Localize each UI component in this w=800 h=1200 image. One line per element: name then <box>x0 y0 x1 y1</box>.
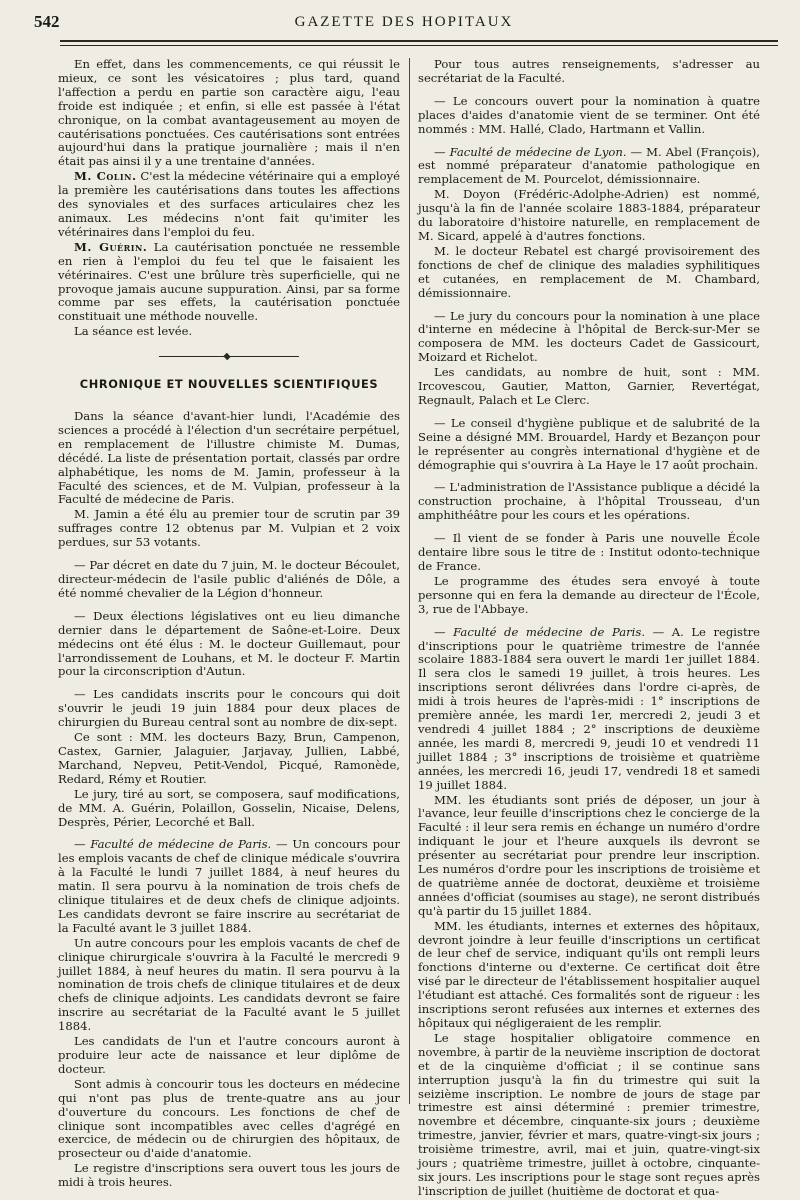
section-title: CHRONIQUE ET NOUVELLES SCIENTIFIQUES <box>79 377 379 392</box>
paragraph: Pour tous autres renseignements, s'adresser au secrétariat de la Faculté. <box>418 57 760 85</box>
speaker-name: M. Colin. <box>74 169 137 184</box>
right-column <box>418 58 760 1200</box>
paragraph-text: — M. Abel (François), est nommé préparateur d'anatomie pathologique en remplacement de M. Pourcelot, démissionnaire. <box>418 144 760 187</box>
paragraph: Ce sont : MM. les docteurs Bazy, Brun, Campenon, Castex, Garnier, Jalaguier, Jarjavay, Jullien, Labbé, Marchand, Nepveu, Petit-Vendol, Picqué, Ramonède, Redard, Rémy et Routier. <box>58 730 400 786</box>
paragraph: M. Doyon (Frédéric-Adolphe-Adrien) est nommé, jusqu'à la fin de l'année scolaire 1883-1884, préparateur du laboratoire d'histoire naturelle, en remplacement de M. Sicard, appelé à d'autres fonctions. <box>418 187 760 243</box>
paragraph: M. Jamin a été élu au premier tour de scrutin par 39 suffrages contre 12 obtenus par M. Vulpian et 2 voix perdues, sur 53 votants. <box>58 507 400 550</box>
page-header <box>34 10 774 40</box>
header-rule-thick <box>60 40 778 42</box>
paragraph: Les candidats de l'un et l'autre concours auront à produire leur acte de naissance et leur diplôme de docteur. <box>58 1034 400 1076</box>
paragraph: M. le docteur Rebatel est chargé provisoirement des fonctions de chef de clinique des maladies syphilitiques et cutanées, en remplacement de M. Chambard, démissionnaire. <box>418 243 760 300</box>
paragraph: MM. les étudiants sont priés de déposer, un jour à l'avance, leur feuille d'inscriptions chez le concierge de la Faculté : il leur sera remis en échange un numéro d'ordre indiquant le jour et l'heure auxquels ils devront se présenter au secrétariat pour prendre leur inscription. Les numéros d'ordre pour les inscriptions de troisième et de quatrième année de doctorat, deuxième et troisième années d'officiat (soumises au stage), ne seront distribués qu'à partir du 15 juillet 1884. <box>418 792 760 918</box>
left-column <box>58 58 400 1191</box>
paragraph: Un autre concours pour les emplois vacants de chef de clinique chirurgicale s'ouvrira à la Faculté le mercredi 9 juillet 1884, à neuf heures du matin. Il sera pourvu à la nomination de trois chefs de clinique titulaires et de deux chefs de clinique adjoints. Les candidats devront se faire inscrire au secrétariat de la Faculté avant le 5 juillet 1884. <box>58 935 400 1034</box>
paragraph-text: C'est la médecine vétérinaire qui a employé la première les cautérisations dans toutes les affections des synoviales et des surfaces articulaires chez les animaux. Les médecins n'ont fait qu'imiter les vétérinaires dans l'emploi du feu. <box>58 169 400 239</box>
paragraph <box>58 838 400 935</box>
paragraph: Dans la séance d'avant-hier lundi, l'Académie des sciences a procédé à l'élection d'un secrétaire perpétuel, en remplacement de l'illustre chimiste M. Dumas, décédé. La liste de présentation portait, classés par ordre alphabétique, les noms de M. Jamin, professeur à la Faculté des sciences, et de M. Vulpian, professeur à la Faculté de médecine de Paris. <box>58 409 400 507</box>
page-number: 542 <box>34 12 60 31</box>
paragraph-text: — Un concours pour les emplois vacants de chef de clinique médicale s'ouvrira à la Faculté le lundi 7 juillet 1884, à neuf heures du matin. Il sera pourvu à la nomination de trois chefs de clinique titulaires et de deux chefs de clinique adjoints. Les candidats devront se faire inscrire au secrétariat de la Faculté avant le 3 juillet 1884. <box>58 837 400 935</box>
paragraph: Le jury, tiré au sort, se composera, sauf modifications, de MM. A. Guérin, Polaillon, Gosselin, Nicaise, Delens, Desprès, Périer, Lecorché et Ball. <box>58 786 400 829</box>
paragraph: — Le concours ouvert pour la nomination à quatre places d'aides d'anatomie vient de se terminer. Ont été nommés : MM. Hallé, Clado, Hartmann et Vallin. <box>418 93 760 136</box>
paragraph-text: — A. Le registre d'inscriptions pour le quatrième trimestre de l'année scolaire 1883-1884 sera ouvert le mardi 1er juillet 1884. Il sera clos le samedi 19 juillet, à trois heures. Les inscriptions seront délivrées dans l'ordre ci-après, de midi à trois heures de l'après-midi : 1° inscriptions de première année, les mardi 1er, mercredi 2, jeudi 3 et vendredi 4 juillet 1884 ; 2° inscriptions de deuxième année, les mardi 8, mercredi 9, jeudi 10 et vendredi 11 juillet 1884 ; 3° inscriptions de troisième et quatrième années, les mercredi 16, jeudi 17, vendredi 18 et samedi 19 juillet 1884. <box>418 624 761 792</box>
paragraph: MM. les étudiants, internes et externes des hôpitaux, devront joindre à leur feuille d'inscriptions un certificat de leur chef de service, indiquant qu'ils ont rempli leurs fonctions d'interne ou d'externe. Ce certificat doit être visé par le directeur de l'établissement hospitalier auquel l'étudiant est attaché. Ces formalités sont de rigueur : les inscriptions seront refusées aux internes et externes des hôpitaux qui négligeraient de les remplir. <box>418 918 760 1030</box>
italic-heading: — Faculté de médecine de Paris. <box>434 624 646 639</box>
header-rule-thin <box>60 45 778 46</box>
paragraph: Sont admis à concourir tous les docteurs en médecine qui n'ont pas plus de trente-quatre ans au jour d'ouverture du concours. Les fonctions de chef de clinique sont incompatibles avec celles d'agrégé en exercice, de médecin ou de chirurgien des hôpitaux, de prosecteur ou d'aide d'anatomie. <box>58 1076 400 1161</box>
paragraph <box>58 170 400 240</box>
paragraph: Le programme des études sera envoyé à toute personne qui en fera la demande au directeur de l'École, 3, rue de l'Abbaye. <box>418 573 760 616</box>
paragraph: — Le jury du concours pour la nomination à une place d'interne en médecine à l'hôpital de Berck-sur-Mer se composera de MM. les docteurs Cadet de Gassicourt, Moizard et Richelot. <box>418 308 760 365</box>
paragraph: Le registre d'inscriptions sera ouvert tous les jours de midi à trois heures. <box>58 1161 400 1190</box>
paragraph: — L'administration de l'Assistance publique a décidé la construction prochaine, à l'hôpital Trousseau, d'un amphithéâtre pour les cours et les opérations. <box>418 480 760 523</box>
column-divider <box>409 58 410 1104</box>
speaker-name: M. Guérin. <box>74 239 148 254</box>
section-separator <box>159 353 299 360</box>
paragraph: — Deux élections législatives ont eu lieu dimanche dernier dans le département de Saône-et-Loire. Deux médecins ont été élus : M. le docteur Guillemaut, pour l'arrondissement de Louhans, et M. le docteur F. Martin pour la circonscription d'Autun. <box>58 608 400 679</box>
paragraph: Les candidats, au nombre de huit, sont : MM. Ircovescou, Gautier, Matton, Garnier, Revertégat, Regnault, Palach et Le Clerc. <box>418 365 760 407</box>
paragraph: Le stage hospitalier obligatoire commence en novembre, à partir de la neuvième inscription de doctorat et de la cinquième d'officiat ; il se continue sans interruption jusqu'à la fin du trimestre qui suit la seizième inscription. Le nombre de jours de stage par trimestre est ainsi déterminé : premier trimestre, novembre et décembre, cinquante-six jours ; deuxième trimestre, janvier, février et mars, quatre-vingt-six jours ; troisième trimestre, avril, mai et juin, quatre-vingt-six jours ; quatrième trimestre, juillet à octobre, cinquante-six jours. Les inscriptions pour le stage sont reçues après l'inscription de juillet (huitième de doctorat et qua- <box>418 1030 760 1198</box>
italic-heading: — Faculté de médecine de Lyon. <box>434 144 627 159</box>
journal-title: GAZETTE DES HOPITAUX <box>294 14 514 30</box>
paragraph: — Les candidats inscrits pour le concours qui doit s'ouvrir le jeudi 19 juin 1884 pour deux places de chirurgien du Bureau central sont au nombre de dix-sept. <box>58 687 400 730</box>
paragraph <box>418 626 760 793</box>
paragraph: En effet, dans les commencements, ce qui réussit le mieux, ce sont les vésicatoires ; plus tard, quand l'affection a perdu en partie son caractère aigu, l'eau froide est indiquée ; et enfin, si elle est passée à l'état chronique, on la combat avantageusement au moyen de cautérisations ponctuées. Ces cautérisations sont entrées aujourd'hui dans la pratique journalière ; mais il n'en était pas ainsi il y a une trentaine d'années. <box>58 57 400 169</box>
paragraph: — Le conseil d'hygiène publique et de salubrité de la Seine a désigné MM. Brouardel, Hardy et Bezançon pour le représenter au congrès international d'hygiène et de démographie qui s'ouvrira à La Haye le 17 août prochain. <box>418 415 760 472</box>
paragraph: — Par décret en date du 7 juin, M. le docteur Bécoulet, directeur-médecin de l'asile public d'aliénés de Dôle, a été nommé chevalier de la Légion d'honneur. <box>58 558 400 600</box>
paragraph: — Il vient de se fonder à Paris une nouvelle École dentaire libre sous le titre de : Institut odonto-technique de France. <box>418 531 760 573</box>
italic-heading: — Faculté de médecine de Paris. <box>74 837 272 852</box>
paragraph: La séance est levée. <box>74 324 193 339</box>
paragraph <box>58 241 400 324</box>
paragraph-text: La cautérisation ponctuée ne ressemble en rien à l'emploi du feu tel que le faisaient les vétérinaires. C'est une brûlure très superficielle, qui ne provoque jamais aucune suppuration. Ainsi, par sa forme comme par ses effets, la cautérisation ponctuée constituait une méthode nouvelle. <box>58 239 400 324</box>
paragraph <box>418 146 760 188</box>
